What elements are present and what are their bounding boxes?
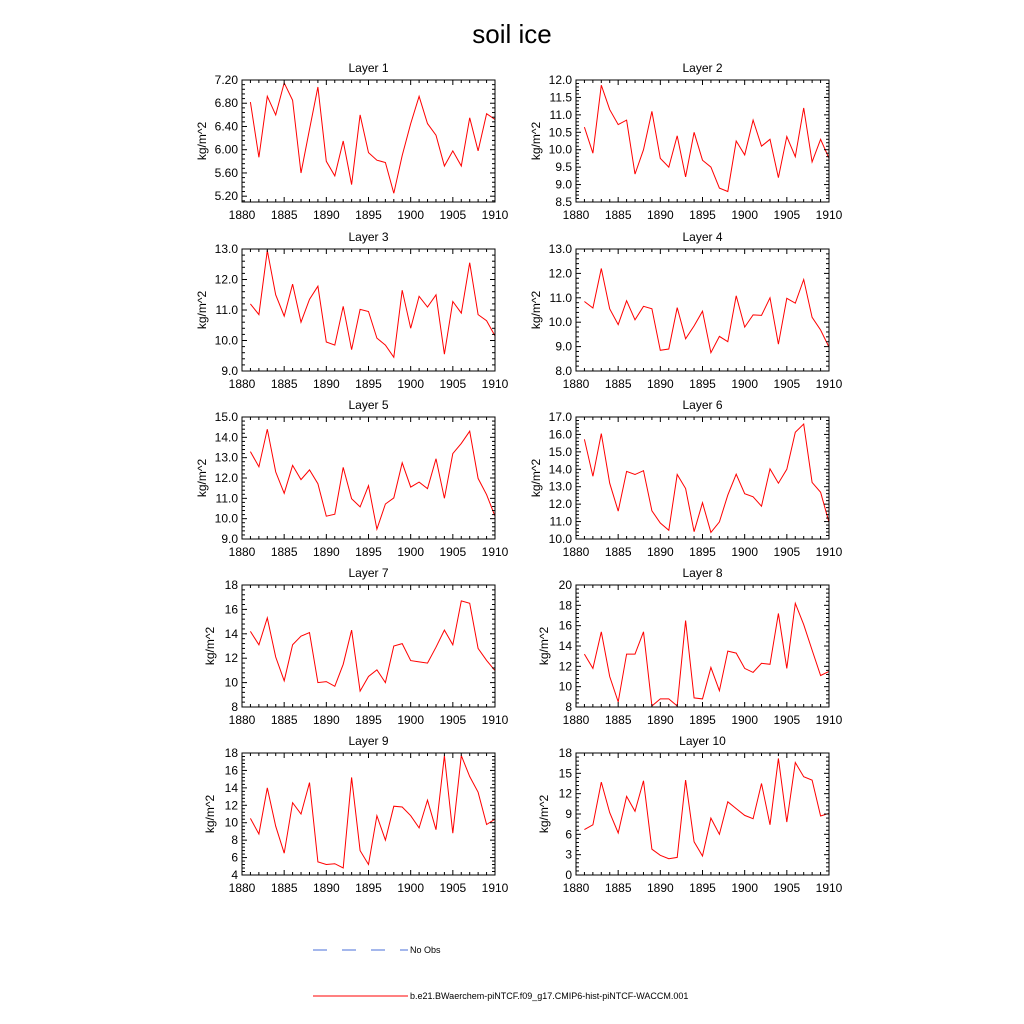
layer-9-x-tick-label: 1895	[355, 881, 382, 895]
layer-9-y-tick-label: 6	[231, 850, 238, 865]
layer-9-x-tick-label: 1910	[481, 881, 509, 895]
layer-6-x-tick-label: 1900	[731, 545, 759, 559]
layer-3-y-axis-label: kg/m^2	[195, 290, 209, 330]
layer-8-x-tick-label: 1905	[773, 713, 801, 727]
layer-10-y-tick-label: 3	[565, 847, 572, 862]
layer-9-x-tick-label: 1900	[397, 881, 425, 895]
layer-2-x-tick-label: 1900	[731, 208, 759, 222]
layer-4-y-axis-label: kg/m^2	[529, 290, 543, 330]
layer-8-y-tick-label: 12	[558, 659, 572, 674]
layer-9-y-tick-label: 16	[224, 763, 238, 778]
layer-10-x-tick-label: 1895	[689, 881, 716, 895]
layer-7-y-tick-label: 14	[224, 626, 238, 641]
layer-4-x-tick-label: 1900	[731, 377, 759, 391]
layer-8-y-tick-label: 16	[558, 618, 572, 633]
layer-3-y-tick-label: 13.0	[214, 242, 238, 256]
layer-7-x-tick-label: 1890	[312, 713, 340, 727]
layer-6-x-tick-label: 1890	[646, 545, 674, 559]
layer-5-x-tick-label: 1885	[270, 545, 298, 559]
layer-7-x-tick-label: 1885	[270, 713, 298, 727]
layer-8-x-tick-label: 1890	[646, 713, 674, 727]
layer-9-y-tick-label: 12	[224, 798, 238, 813]
layer-5-y-tick-label: 11.0	[215, 491, 238, 506]
layer-6-y-tick-label: 17.0	[548, 410, 572, 424]
layer-4-y-tick-label: 9.0	[555, 339, 572, 354]
layer-6-x-tick-label: 1895	[689, 545, 716, 559]
layer-5-y-tick-label: 9.0	[221, 532, 238, 546]
layer-1-x-tick-label: 1880	[228, 208, 256, 222]
layer-10-x-tick-label: 1885	[604, 881, 632, 895]
layer-9-x-tick-label: 1890	[312, 881, 340, 895]
layer-6-y-tick-label: 13.0	[548, 479, 572, 494]
layer-4-y-tick-label: 10.0	[548, 315, 572, 330]
layer-1-x-tick-label: 1895	[355, 208, 382, 222]
layer-2-y-tick-label: 10.0	[548, 142, 572, 157]
layer-5-y-tick-label: 15.0	[214, 410, 238, 424]
layer-9-title: Layer 9	[348, 734, 389, 748]
layer-5-y-tick-label: 13.0	[214, 450, 238, 465]
layer-9-x-tick-label: 1905	[439, 881, 467, 895]
layer-2-x-tick-label: 1885	[604, 208, 632, 222]
layer-7-title: Layer 7	[348, 566, 389, 580]
layer-4-y-tick-label: 11.0	[549, 290, 572, 305]
layer-10-x-tick-label: 1910	[815, 881, 843, 895]
layer-8-y-tick-label: 14	[558, 639, 572, 653]
layer-7-y-tick-label: 16	[224, 602, 238, 617]
layer-6-x-tick-label: 1910	[815, 545, 843, 559]
layer-2-y-tick-label: 8.5	[555, 195, 572, 209]
layer-8-y-tick-label: 18	[558, 598, 572, 613]
layer-8-x-tick-label: 1900	[731, 713, 759, 727]
layer-3-x-tick-label: 1890	[312, 377, 340, 391]
layer-5-title: Layer 5	[348, 398, 389, 412]
layer-2-x-tick-label: 1880	[562, 208, 590, 222]
layer-5-x-tick-label: 1880	[228, 545, 256, 559]
layer-6-y-tick-label: 12.0	[548, 497, 572, 512]
layer-10-y-tick-label: 9	[565, 807, 572, 821]
layer-8-y-tick-label: 20	[558, 578, 572, 592]
layer-6-y-tick-label: 15.0	[548, 444, 572, 459]
layer-1-x-tick-label: 1885	[270, 208, 298, 222]
layer-1-title: Layer 1	[348, 61, 389, 75]
layer-3-x-tick-label: 1905	[439, 377, 467, 391]
layer-5-x-tick-label: 1900	[397, 545, 425, 559]
layer-5-x-tick-label: 1905	[439, 545, 467, 559]
layer-1-y-tick-label: 6.00	[214, 142, 238, 157]
layer-10-y-tick-label: 0	[565, 868, 572, 882]
layer-8-y-tick-label: 8	[565, 700, 572, 714]
layer-4-x-tick-label: 1885	[604, 377, 632, 391]
layer-10-x-tick-label: 1890	[646, 881, 674, 895]
layer-7-x-tick-label: 1895	[355, 713, 382, 727]
layer-3-x-tick-label: 1880	[228, 377, 256, 391]
layer-10-x-tick-label: 1880	[562, 881, 590, 895]
layer-2-y-tick-label: 9.5	[555, 160, 572, 175]
layer-1-y-tick-label: 6.80	[214, 96, 238, 111]
layer-4-y-tick-label: 8.0	[555, 364, 572, 378]
layer-2-x-tick-label: 1910	[815, 208, 843, 222]
layer-3-y-tick-label: 9.0	[221, 364, 238, 378]
layer-5-x-tick-label: 1895	[355, 545, 382, 559]
layer-3-y-tick-label: 12.0	[214, 272, 238, 287]
layer-5-x-tick-label: 1910	[481, 545, 509, 559]
layer-6-y-tick-label: 14.0	[548, 462, 572, 477]
layer-8-x-tick-label: 1895	[689, 713, 716, 727]
layer-6-x-tick-label: 1880	[562, 545, 590, 559]
layer-9-x-tick-label: 1880	[228, 881, 256, 895]
figure-title: soil ice	[472, 19, 552, 49]
layer-2-x-tick-label: 1905	[773, 208, 801, 222]
layer-2-x-tick-label: 1890	[646, 208, 674, 222]
layer-6-y-axis-label: kg/m^2	[529, 458, 543, 498]
layer-1-x-tick-label: 1900	[397, 208, 425, 222]
layer-8-x-tick-label: 1885	[604, 713, 632, 727]
layer-7-y-axis-label: kg/m^2	[203, 626, 217, 666]
layer-6-y-tick-label: 11.0	[549, 514, 572, 529]
layer-2-title: Layer 2	[682, 61, 723, 75]
layer-8-x-tick-label: 1880	[562, 713, 590, 727]
layer-10-y-tick-label: 15	[558, 766, 572, 781]
layer-10-title: Layer 10	[679, 734, 726, 748]
layer-8-y-axis-label: kg/m^2	[537, 626, 551, 666]
layer-2-y-tick-label: 11.5	[549, 90, 572, 105]
layer-2-x-tick-label: 1895	[689, 208, 716, 222]
layer-6-y-tick-label: 16.0	[548, 427, 572, 442]
layer-1-x-tick-label: 1905	[439, 208, 467, 222]
layer-2-y-axis-label: kg/m^2	[529, 121, 543, 161]
layer-5-y-tick-label: 10.0	[214, 511, 238, 526]
layer-7-y-tick-label: 10	[224, 675, 238, 690]
layer-4-y-tick-label: 12.0	[548, 266, 572, 281]
layer-3-title: Layer 3	[348, 230, 389, 244]
layer-1-y-tick-label: 5.20	[214, 189, 238, 204]
layer-5-y-axis-label: kg/m^2	[195, 458, 209, 498]
layer-7-x-tick-label: 1900	[397, 713, 425, 727]
layer-5-y-tick-label: 14.0	[214, 430, 238, 445]
layer-10-y-tick-label: 18	[558, 746, 572, 760]
layer-9-y-tick-label: 10	[224, 815, 238, 830]
layer-5-x-tick-label: 1890	[312, 545, 340, 559]
layer-3-x-tick-label: 1910	[481, 377, 509, 391]
layer-8-x-tick-label: 1910	[815, 713, 843, 727]
layer-4-x-tick-label: 1880	[562, 377, 590, 391]
layer-10-y-tick-label: 12	[558, 786, 572, 801]
layer-1-x-tick-label: 1910	[481, 208, 509, 222]
layer-9-y-tick-label: 4	[231, 868, 238, 882]
layer-10-x-tick-label: 1900	[731, 881, 759, 895]
layer-4-x-tick-label: 1895	[689, 377, 716, 391]
layer-3-y-tick-label: 10.0	[214, 333, 238, 348]
layer-1-y-tick-label: 5.60	[214, 165, 238, 180]
layer-3-x-tick-label: 1900	[397, 377, 425, 391]
layer-9-x-tick-label: 1885	[270, 881, 298, 895]
layer-5-y-tick-label: 12.0	[214, 471, 238, 485]
layer-4-x-tick-label: 1905	[773, 377, 801, 391]
layer-7-x-tick-label: 1880	[228, 713, 256, 727]
layer-10-y-axis-label: kg/m^2	[537, 794, 551, 834]
layer-6-x-tick-label: 1885	[604, 545, 632, 559]
layer-2-y-tick-label: 12.0	[548, 73, 572, 87]
layer-9-y-tick-label: 18	[224, 746, 238, 760]
legend-model-label: b.e21.BWaerchem-piNTCF.f09_g17.CMIP6-hist-piNTCF-WACCM.001	[410, 991, 689, 1001]
layer-6-y-tick-label: 10.0	[548, 532, 572, 546]
layer-9-y-axis-label: kg/m^2	[203, 794, 217, 834]
layer-2-y-tick-label: 10.5	[548, 125, 572, 140]
layer-2-y-tick-label: 11.0	[549, 107, 572, 122]
layer-6-title: Layer 6	[682, 398, 723, 412]
layer-4-x-tick-label: 1910	[815, 377, 843, 391]
layer-8-title: Layer 8	[682, 566, 723, 580]
layer-7-x-tick-label: 1905	[439, 713, 467, 727]
layer-1-y-tick-label: 6.40	[214, 119, 238, 134]
layer-1-y-axis-label: kg/m^2	[195, 121, 209, 161]
layer-1-x-tick-label: 1890	[312, 208, 340, 222]
layer-4-title: Layer 4	[682, 230, 723, 244]
layer-10-x-tick-label: 1905	[773, 881, 801, 895]
layer-1-y-tick-label: 7.20	[214, 73, 238, 87]
layer-7-y-tick-label: 12	[224, 651, 238, 666]
layer-2-y-tick-label: 9.0	[555, 177, 572, 192]
layer-10-y-tick-label: 6	[565, 827, 572, 842]
layer-3-x-tick-label: 1885	[270, 377, 298, 391]
layer-9-y-tick-label: 14	[224, 780, 238, 795]
layer-3-y-tick-label: 11.0	[215, 303, 238, 317]
layer-4-x-tick-label: 1890	[646, 377, 674, 391]
layer-6-x-tick-label: 1905	[773, 545, 801, 559]
layer-9-y-tick-label: 8	[231, 833, 238, 848]
layer-7-x-tick-label: 1910	[481, 713, 509, 727]
legend-no-obs-label: No Obs	[410, 945, 441, 955]
layer-3-x-tick-label: 1895	[355, 377, 382, 391]
layer-7-y-tick-label: 8	[231, 700, 238, 714]
layer-7-y-tick-label: 18	[224, 578, 238, 592]
layer-4-y-tick-label: 13.0	[548, 242, 572, 256]
layer-8-y-tick-label: 10	[558, 679, 572, 694]
